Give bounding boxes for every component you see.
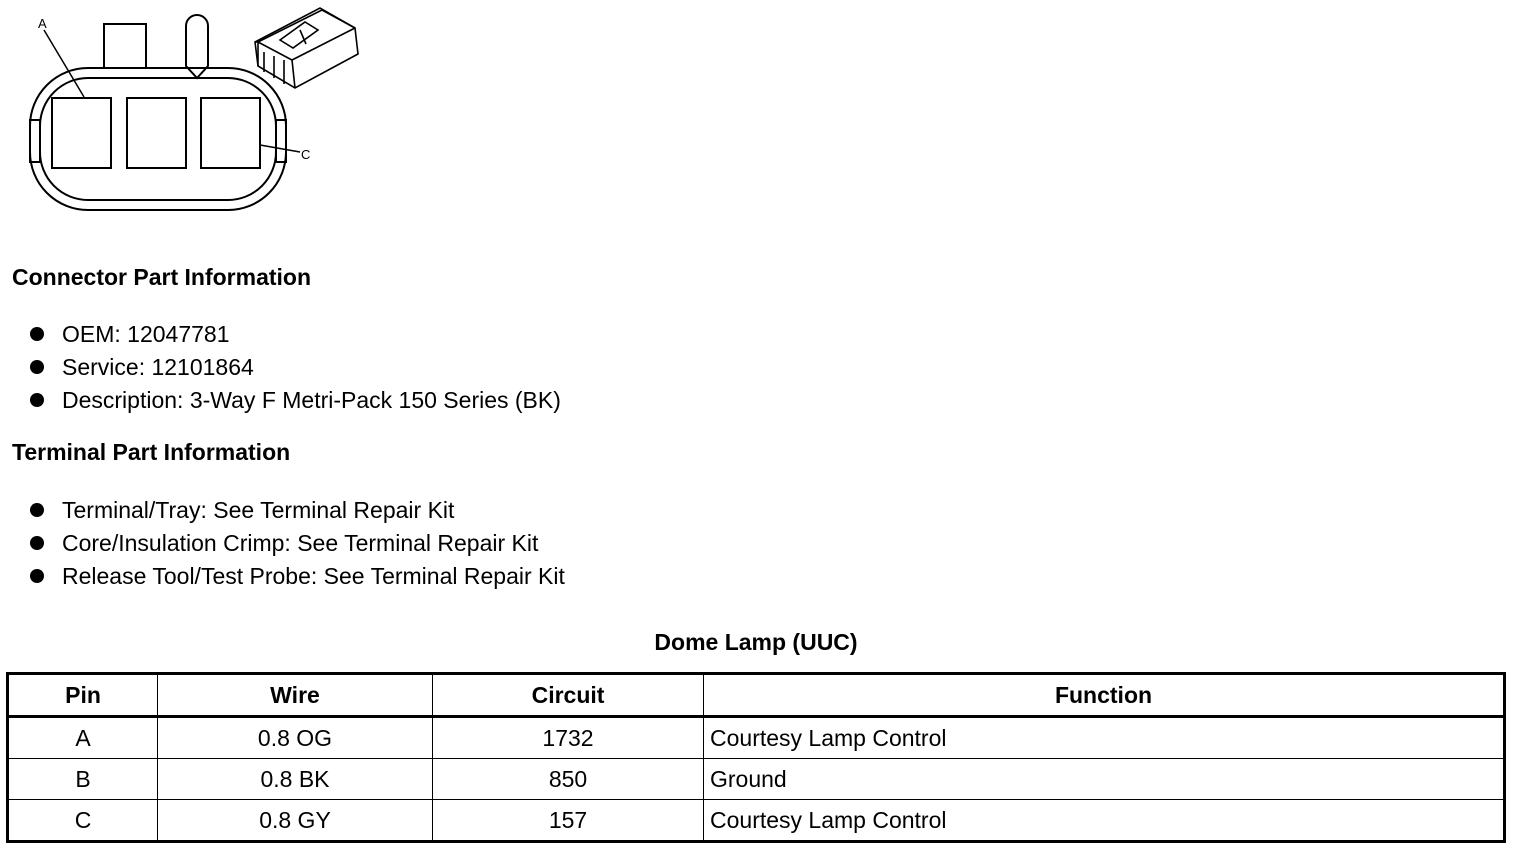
list-item-text: OEM: 12047781 (62, 321, 230, 347)
cavity-b (127, 98, 186, 168)
list-item (30, 351, 561, 384)
table-header-row (8, 674, 1505, 717)
connector-housing-inner (40, 78, 276, 200)
column-header-pin: Pin (8, 674, 158, 717)
connector-side-notch-left (30, 120, 40, 162)
wire-cell: 0.8 BK (158, 759, 433, 800)
pin-table-title: Dome Lamp (UUC) (654, 629, 858, 655)
column-header-circuit: Circuit (433, 674, 704, 717)
connector-perspective-icon (255, 8, 358, 88)
function-cell: Courtesy Lamp Control (704, 717, 1505, 759)
list-item-text: Terminal/Tray: See Terminal Repair Kit (62, 497, 455, 523)
circuit-cell: 850 (433, 759, 704, 800)
bullet-icon (30, 327, 44, 341)
connector-part-heading: Connector Part Information (12, 264, 312, 290)
circuit-cell: 1732 (433, 717, 704, 759)
column-header-wire: Wire (158, 674, 433, 717)
bullet-icon (30, 393, 44, 407)
function-cell: Courtesy Lamp Control (704, 800, 1505, 842)
bullet-icon (30, 569, 44, 583)
circuit-cell: 157 (433, 800, 704, 842)
list-item (30, 527, 565, 560)
column-header-function: Function (704, 674, 1505, 717)
table-row (8, 759, 1505, 800)
list-item-text: Description: 3-Way F Metri-Pack 150 Series (BK) (62, 387, 561, 413)
terminal-part-heading: Terminal Part Information (12, 439, 291, 465)
connector-part-list (30, 318, 561, 417)
connector-latch-tab (104, 24, 146, 68)
terminal-part-list (30, 494, 565, 593)
function-cell: Ground (704, 759, 1505, 800)
pin-cell: B (8, 759, 158, 800)
bullet-icon (30, 360, 44, 374)
wire-cell: 0.8 GY (158, 800, 433, 842)
table-row (8, 717, 1505, 759)
connector-housing-outer (30, 68, 286, 210)
pin-table (6, 672, 1506, 843)
pin-cell: A (8, 717, 158, 759)
list-item-text: Release Tool/Test Probe: See Terminal Repair Kit (62, 563, 565, 589)
bullet-icon (30, 536, 44, 550)
cavity-a (52, 98, 111, 168)
list-item-text: Service: 12101864 (62, 354, 254, 380)
list-item (30, 494, 565, 527)
pin-a-callout: A (38, 16, 47, 31)
cavity-c (201, 98, 260, 168)
bullet-icon (30, 503, 44, 517)
pin-cell: C (8, 800, 158, 842)
list-item (30, 560, 565, 593)
list-item (30, 384, 561, 417)
connector-diagram (0, 0, 380, 230)
wire-cell: 0.8 OG (158, 717, 433, 759)
connector-side-notch-right (276, 120, 286, 162)
list-item-text: Core/Insulation Crimp: See Terminal Repair Kit (62, 530, 539, 556)
pin-c-callout: C (301, 147, 311, 162)
list-item (30, 318, 561, 351)
table-row (8, 800, 1505, 842)
